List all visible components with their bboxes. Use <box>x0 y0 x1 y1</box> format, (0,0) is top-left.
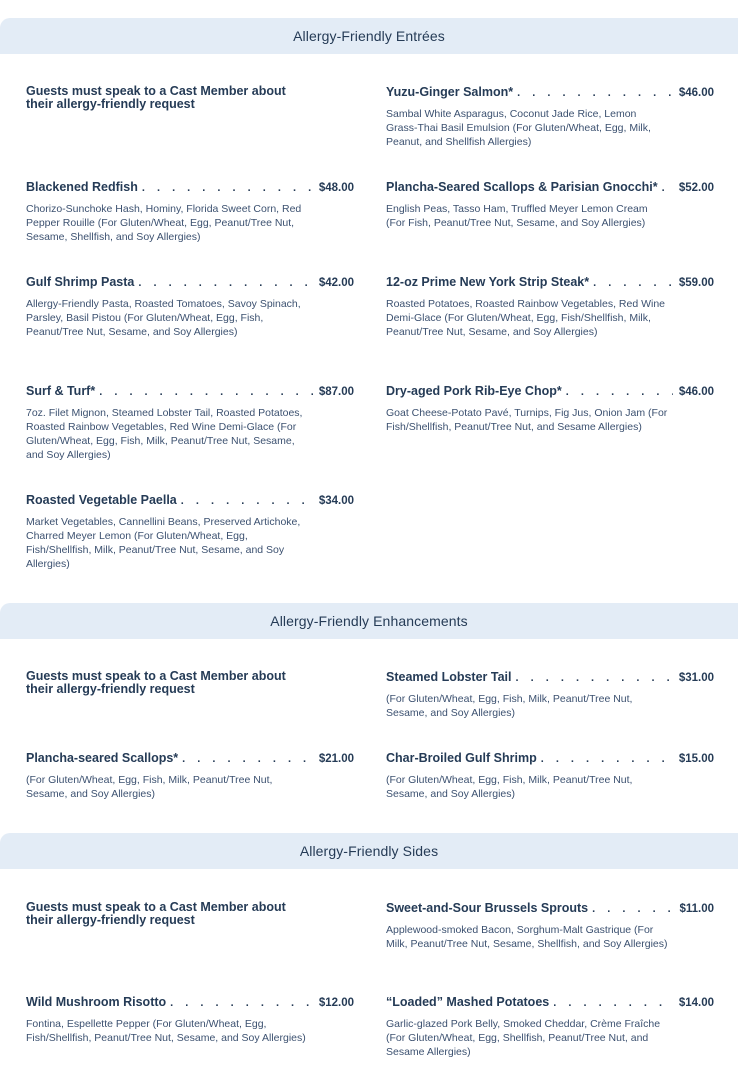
item-description: English Peas, Tasso Ham, Truffled Meyer Lemon Cream (For Fish, Peanut/Tree Nut, Sesame, and Soy Allergies) <box>386 203 648 229</box>
item-name: Yuzu-Ginger Salmon* <box>386 85 514 99</box>
item-price: $52.00 <box>678 182 714 194</box>
item-price: $42.00 <box>318 277 354 289</box>
menu-item <box>386 751 714 801</box>
allergy-note: Guests must speak to a Cast Member about their allergy-friendly request <box>26 900 286 927</box>
item-name: Surf & Turf* <box>26 384 96 398</box>
item-name: Char-Broiled Gulf Shrimp <box>386 751 537 765</box>
item-name: “Loaded” Mashed Potatoes <box>386 995 550 1009</box>
item-description: (For Gluten/Wheat, Egg, Fish, Milk, Peanut/Tree Nut, Sesame, and Soy Allergies) <box>386 774 633 800</box>
item-name: Sweet-and-Sour Brussels Sprouts <box>386 901 589 915</box>
leader-dots <box>142 182 313 194</box>
menu-item <box>386 85 714 149</box>
item-price: $11.00 <box>679 903 714 915</box>
leader-dots <box>553 997 673 1009</box>
item-price: $14.00 <box>678 997 714 1009</box>
allergy-note: Guests must speak to a Cast Member about their allergy-friendly request <box>26 84 286 111</box>
leader-dots <box>541 753 673 765</box>
menu-item <box>26 751 354 801</box>
menu-item <box>386 384 714 434</box>
item-description: Allergy-Friendly Pasta, Roasted Tomatoes, Savoy Spinach, Parsley, Basil Pistou (For Gluten/Wheat, Egg, Fish, Peanut/Tree Nut, Sesame, and Soy Allergies) <box>26 298 301 338</box>
menu-item <box>26 384 354 462</box>
menu-item <box>386 180 714 230</box>
leader-dots <box>516 672 673 684</box>
menu-item <box>386 901 714 951</box>
item-name: Gulf Shrimp Pasta <box>26 275 135 289</box>
item-price: $31.00 <box>678 672 714 684</box>
item-name: Roasted Vegetable Paella <box>26 493 177 507</box>
item-description: 7oz. Filet Mignon, Steamed Lobster Tail, Roasted Potatoes, Roasted Rainbow Vegetables, Red Wine Demi-Glace (For Gluten/Wheat, Egg, Fish, Milk, Peanut/Tree Nut, Sesame, and Soy Allergies) <box>26 407 303 461</box>
leader-dots <box>170 997 313 1009</box>
item-name: Plancha-seared Scallops* <box>26 751 179 765</box>
menu-item <box>26 180 354 244</box>
item-name: Dry-aged Pork Rib-Eye Chop* <box>386 384 562 398</box>
leader-dots <box>592 903 673 915</box>
item-description: Market Vegetables, Cannellini Beans, Preserved Artichoke, Charred Meyer Lemon (For Gluten/Wheat, Egg, Fish/Shellfish, Milk, Peanut/Tree Nut, Sesame, and Soy Allergies) <box>26 516 301 570</box>
leader-dots <box>662 182 673 194</box>
item-price: $59.00 <box>678 277 714 289</box>
leader-dots <box>99 386 313 398</box>
menu-item <box>386 275 714 339</box>
item-name: Wild Mushroom Risotto <box>26 995 167 1009</box>
item-description: Chorizo-Sunchoke Hash, Hominy, Florida Sweet Corn, Red Pepper Rouille (For Gluten/Wheat, Egg, Peanut/Tree Nut, Sesame, Shellfish, and Soy Allergies) <box>26 203 302 243</box>
menu-item <box>26 275 354 339</box>
leader-dots <box>182 753 313 765</box>
leader-dots <box>138 277 312 289</box>
leader-dots <box>517 87 673 99</box>
item-description: Goat Cheese-Potato Pavé, Turnips, Fig Jus, Onion Jam (For Fish/Shellfish, Peanut/Tree Nut, and Sesame Allergies) <box>386 407 668 433</box>
item-description: Fontina, Espellette Pepper (For Gluten/Wheat, Egg, Fish/Shellfish, Peanut/Tree Nut, Sesame, and Soy Allergies) <box>26 1018 306 1044</box>
section-title: Allergy-Friendly Enhancements <box>270 613 468 629</box>
section-header-enhancements <box>0 603 738 639</box>
item-price: $46.00 <box>678 87 714 99</box>
section-header-entrees <box>0 18 738 54</box>
allergy-note: Guests must speak to a Cast Member about their allergy-friendly request <box>26 669 286 696</box>
item-description: Applewood-smoked Bacon, Sorghum-Malt Gastrique (For Milk, Peanut/Tree Nut, Sesame, Shellfish, and Soy Allergies) <box>386 924 668 950</box>
item-name: Blackened Redfish <box>26 180 138 194</box>
section-title: Allergy-Friendly Sides <box>299 843 439 859</box>
item-description: Garlic-glazed Pork Belly, Smoked Cheddar, Crème Fraîche (For Gluten/Wheat, Egg, Shellfish, Peanut/Tree Nut, and Sesame Allergies) <box>386 1018 661 1058</box>
item-price: $87.00 <box>318 386 354 398</box>
leader-dots <box>181 495 313 507</box>
item-name: 12-oz Prime New York Strip Steak* <box>386 275 590 289</box>
menu-item <box>386 670 714 720</box>
item-price: $46.00 <box>678 386 714 398</box>
menu-item <box>26 493 354 571</box>
item-name: Plancha-Seared Scallops & Parisian Gnocchi* <box>386 180 658 194</box>
item-price: $15.00 <box>678 753 714 765</box>
menu-item <box>26 995 354 1045</box>
item-description: Roasted Potatoes, Roasted Rainbow Vegetables, Red Wine Demi-Glace (For Gluten/Wheat, Egg, Fish/Shellfish, Milk, Peanut/Tree Nut, Sesame, and Soy Allergies) <box>386 298 666 338</box>
item-description: (For Gluten/Wheat, Egg, Fish, Milk, Peanut/Tree Nut, Sesame, and Soy Allergies) <box>386 693 633 719</box>
leader-dots <box>566 386 673 398</box>
item-price: $21.00 <box>318 753 354 765</box>
leader-dots <box>593 277 673 289</box>
section-title: Allergy-Friendly Entrées <box>293 28 445 44</box>
item-price: $48.00 <box>318 182 354 194</box>
item-name: Steamed Lobster Tail <box>386 670 512 684</box>
item-description: Sambal White Asparagus, Coconut Jade Rice, Lemon Grass-Thai Basil Emulsion (For Gluten/Wheat, Egg, Milk, Peanut, and Shellfish Allergies) <box>386 108 651 148</box>
item-price: $12.00 <box>318 997 354 1009</box>
section-header-sides <box>0 833 738 869</box>
item-description: (For Gluten/Wheat, Egg, Fish, Milk, Peanut/Tree Nut, Sesame, and Soy Allergies) <box>26 774 273 800</box>
menu-item <box>386 995 714 1059</box>
item-price: $34.00 <box>318 495 354 507</box>
